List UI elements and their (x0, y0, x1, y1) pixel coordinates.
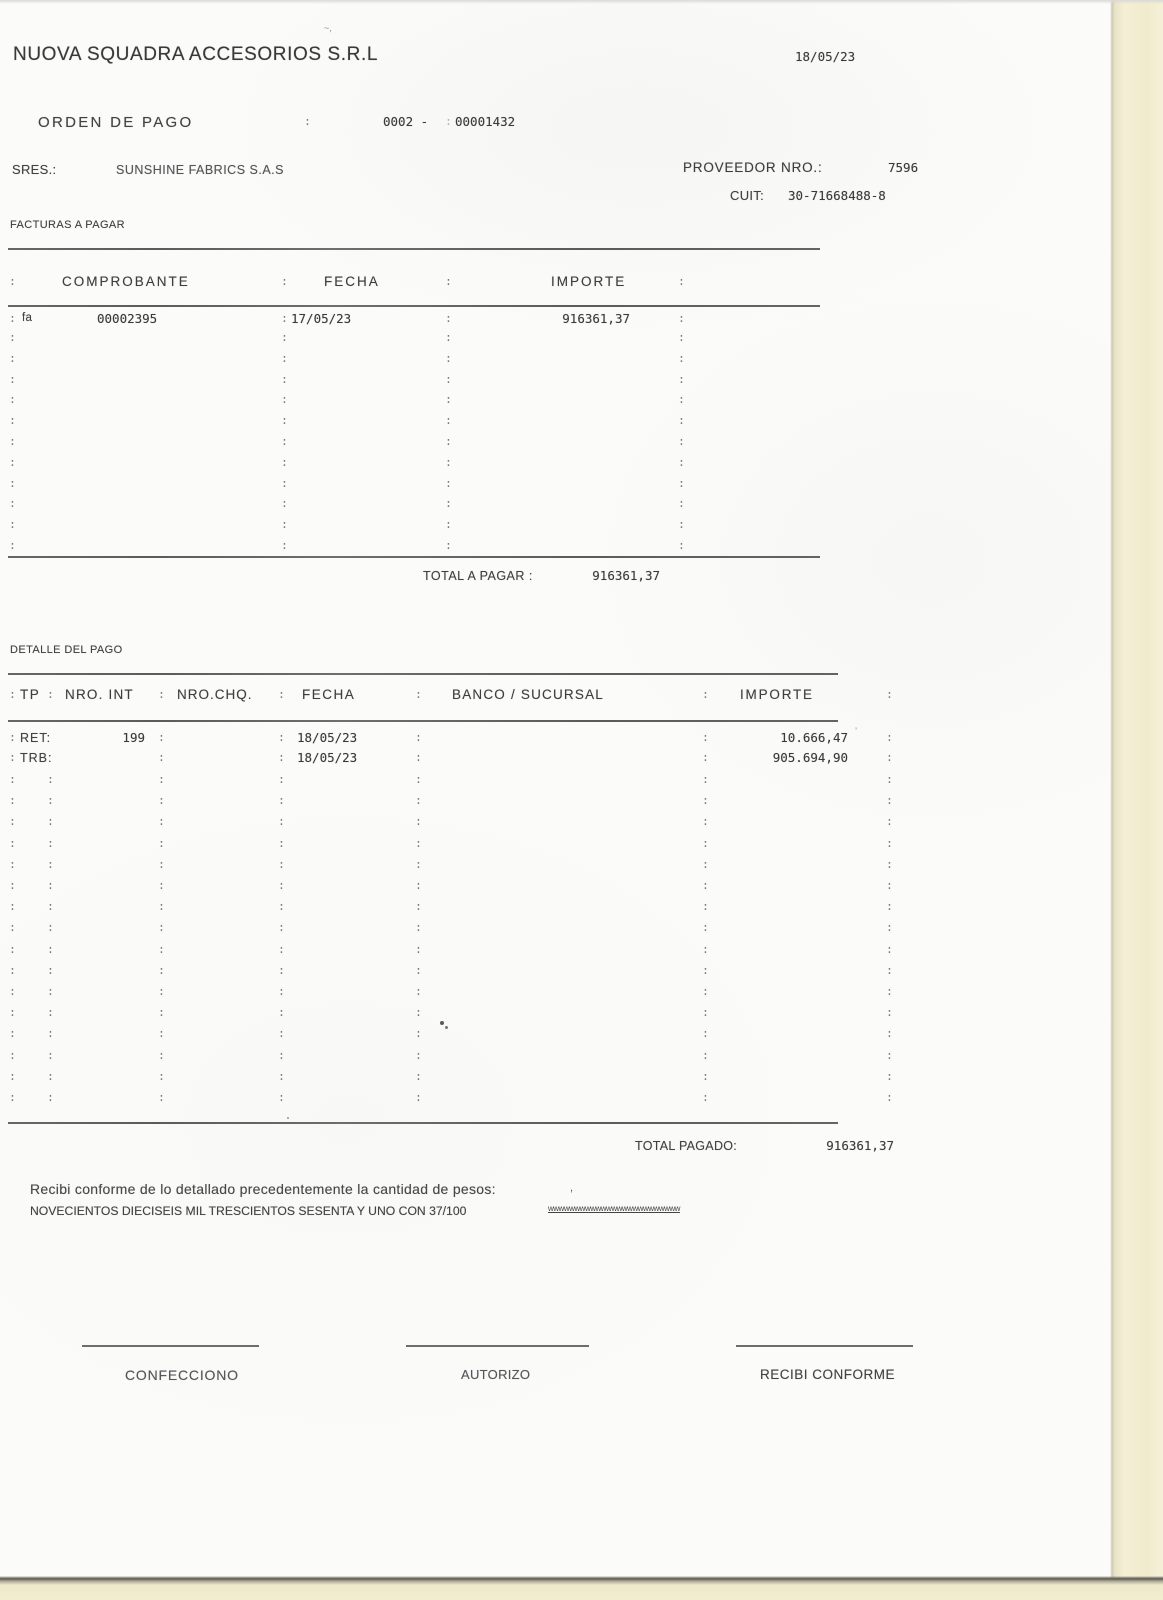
order-label: ORDEN DE PAGO (38, 114, 194, 131)
colon-separator: : (678, 454, 685, 469)
colon-separator: : (281, 311, 288, 325)
colon-separator: : (9, 920, 16, 935)
colon-separator: : (47, 793, 54, 808)
colon-separator: : (158, 772, 165, 786)
invoices-table-rule-bottom (8, 556, 820, 558)
colon-separator: : (9, 311, 16, 325)
scan-edge-top (0, 0, 1163, 4)
colon-separator: : (445, 371, 452, 386)
cuit-label: CUIT: (730, 188, 764, 203)
colon-separator: : (304, 114, 311, 128)
colon-separator: : (158, 1090, 165, 1104)
colon-separator: : (158, 962, 165, 977)
colon-separator: : (9, 1026, 16, 1041)
colon-separator: : (886, 1068, 893, 1083)
colon-separator: : (9, 371, 16, 386)
ink-speck: , (570, 1182, 574, 1194)
colon-separator: : (415, 941, 422, 956)
colon-separator: : (702, 730, 709, 744)
colon-separator: : (158, 1068, 165, 1083)
colon-separator: : (445, 330, 452, 344)
document-date: 18/05/23 (795, 49, 856, 64)
signature-label-confecciono: CONFECCIONO (125, 1367, 239, 1383)
colon-separator: : (9, 835, 16, 850)
order-number: 00001432 (455, 114, 516, 129)
colon-separator: : (281, 475, 288, 490)
colon-separator: : (9, 496, 16, 511)
colon-separator: : (281, 434, 288, 448)
payments-table-rule-header (8, 720, 838, 722)
colon-separator: : (9, 475, 16, 490)
colon-separator: : (9, 878, 16, 892)
colon-separator: : (702, 1005, 709, 1020)
scan-edge-right (1110, 0, 1163, 1600)
amount-filler-marks: wwwwwwwwwwwwwwwwwwwwwwwww (548, 1204, 680, 1213)
colon-separator: : (278, 1047, 285, 1062)
colon-separator: : (702, 878, 709, 892)
colon-separator: : (47, 772, 54, 786)
colon-separator: : (886, 1090, 893, 1104)
payment-row-fecha: 18/05/23 (297, 750, 358, 765)
column-header-importe-pago: IMPORTE (740, 687, 814, 702)
colon-separator: : (702, 899, 709, 914)
payments-total-label: TOTAL PAGADO: (635, 1139, 738, 1153)
colon-separator: : (9, 538, 16, 552)
colon-separator: : (9, 899, 16, 914)
colon-separator: : (445, 274, 452, 288)
colon-separator: : (415, 1090, 422, 1104)
colon-separator: : (702, 856, 709, 871)
colon-separator: : (415, 1047, 422, 1062)
colon-separator: : (278, 814, 285, 829)
colon-separator: : (9, 750, 16, 764)
colon-separator: : (445, 413, 452, 428)
colon-separator: : (278, 962, 285, 977)
colon-separator: : (281, 371, 288, 386)
colon-separator: : (415, 920, 422, 935)
colon-separator: : (158, 920, 165, 935)
payment-row-tp: TRB: (20, 751, 53, 765)
ink-speck (445, 1026, 448, 1029)
colon-separator: : (702, 687, 709, 701)
signature-line-autorizo (406, 1345, 589, 1347)
colon-separator: : (47, 962, 54, 977)
colon-separator: : (9, 517, 16, 532)
colon-separator: : (158, 899, 165, 914)
colon-separator: : (278, 878, 285, 892)
colon-separator: : (281, 517, 288, 532)
colon-separator: : (886, 962, 893, 977)
amount-in-words: NOVECIENTOS DIECISEIS MIL TRESCIENTOS SESENTA Y UNO CON 37/100 (30, 1204, 467, 1218)
payments-table-rule-bottom (8, 1122, 838, 1124)
payments-table-rule-top (8, 673, 838, 675)
colon-separator: : (678, 413, 685, 428)
colon-separator: : (278, 899, 285, 914)
colon-separator: : (281, 330, 288, 344)
payment-row-fecha: 18/05/23 (297, 730, 358, 745)
colon-separator: : (9, 1047, 16, 1062)
colon-separator: : (415, 750, 422, 764)
colon-separator: : (9, 413, 16, 428)
colon-separator: : (9, 984, 16, 998)
colon-separator: : (415, 1005, 422, 1020)
colon-separator: : (886, 984, 893, 998)
colon-separator: : (702, 793, 709, 808)
colon-separator: : (158, 984, 165, 998)
invoices-section-title: FACTURAS A PAGAR (10, 219, 126, 231)
colon-separator: : (278, 793, 285, 808)
colon-separator: : (702, 984, 709, 998)
colon-separator: : (415, 962, 422, 977)
colon-separator: : (702, 941, 709, 956)
colon-separator: : (9, 1005, 16, 1020)
colon-separator: : (9, 1090, 16, 1104)
colon-separator: : (47, 878, 54, 892)
colon-separator: : (9, 434, 16, 448)
column-header-importe: IMPORTE (551, 274, 627, 289)
colon-separator: : (9, 941, 16, 956)
provider-number: 7596 (888, 160, 919, 175)
colon-separator: : (278, 835, 285, 850)
colon-separator: : (9, 856, 16, 871)
colon-separator: : (281, 538, 288, 552)
signature-label-autorizo: AUTORIZO (461, 1367, 531, 1382)
colon-separator: : (47, 1047, 54, 1062)
payment-row-importe: 10.666,47 (780, 730, 848, 745)
invoice-row-importe: 916361,37 (562, 311, 630, 326)
colon-separator: : (415, 1068, 422, 1083)
payments-section-title: DETALLE DEL PAGO (10, 644, 123, 656)
scan-edge-bottom (0, 1576, 1163, 1600)
colon-separator: : (702, 1090, 709, 1104)
colon-separator: : (415, 793, 422, 808)
colon-separator: : (9, 392, 16, 407)
colon-separator: : (445, 434, 452, 448)
colon-separator: : (415, 772, 422, 786)
colon-separator: : (281, 274, 288, 288)
colon-separator: : (445, 350, 452, 365)
colon-separator: : (47, 1026, 54, 1041)
colon-separator: : (886, 835, 893, 850)
colon-separator: : (445, 538, 452, 552)
column-header-comprobante: COMPROBANTE (62, 274, 190, 289)
colon-separator: : (415, 878, 422, 892)
colon-separator: : (678, 517, 685, 532)
colon-separator: : (702, 1026, 709, 1041)
colon-separator: : (158, 1047, 165, 1062)
colon-separator: : (158, 941, 165, 956)
invoice-row-comprobante: 00002395 (97, 311, 158, 326)
colon-separator: : (886, 941, 893, 956)
colon-separator: : (9, 454, 16, 469)
ink-speck: ’ (855, 726, 857, 736)
colon-separator: : (281, 454, 288, 469)
provider-number-label: PROVEEDOR NRO.: (683, 160, 823, 175)
colon-separator: : (702, 962, 709, 977)
colon-separator: : (678, 434, 685, 448)
colon-separator: : (415, 899, 422, 914)
column-header-fecha: FECHA (324, 274, 380, 289)
colon-separator: : (158, 687, 165, 701)
colon-separator: : (702, 1068, 709, 1083)
colon-separator: : (278, 1005, 285, 1020)
colon-separator: : (47, 941, 54, 956)
colon-separator: : (678, 274, 685, 288)
colon-separator: : (445, 454, 452, 469)
signature-line-recibi-conforme (736, 1345, 913, 1347)
colon-separator: : (702, 835, 709, 850)
colon-separator: : (678, 350, 685, 365)
colon-separator: : (158, 835, 165, 850)
colon-separator: : (886, 920, 893, 935)
colon-separator: : (9, 962, 16, 977)
colon-separator: : (445, 496, 452, 511)
colon-separator: : (9, 350, 16, 365)
column-header-banco: BANCO / SUCURSAL (452, 687, 604, 702)
company-name: NUOVA SQUADRA ACCESORIOS S.R.L (13, 44, 379, 65)
colon-separator: : (445, 311, 452, 325)
colon-separator: : (678, 475, 685, 490)
invoice-row-type: fa (22, 312, 33, 324)
colon-separator: : (278, 772, 285, 786)
invoices-table-rule-top (8, 248, 820, 250)
colon-separator: : (702, 750, 709, 764)
colon-separator: : (278, 1090, 285, 1104)
colon-separator: : (886, 856, 893, 871)
colon-separator: : (47, 1090, 54, 1104)
colon-separator: : (702, 772, 709, 786)
colon-separator: : (415, 984, 422, 998)
colon-separator: : (415, 814, 422, 829)
colon-separator: : (9, 793, 16, 808)
colon-separator: : (47, 899, 54, 914)
ink-speck: ~, (324, 23, 332, 33)
colon-separator: : (9, 274, 16, 288)
colon-separator: : (415, 835, 422, 850)
colon-separator: : (445, 517, 452, 532)
signature-line-confecciono (82, 1345, 259, 1347)
colon-separator: : (886, 1047, 893, 1062)
colon-separator: : (886, 793, 893, 808)
colon-separator: : (415, 1026, 422, 1041)
colon-separator: : (158, 730, 165, 744)
column-header-nro-int: NRO. INT (65, 687, 134, 702)
colon-separator: : (678, 392, 685, 407)
colon-separator: : (47, 814, 54, 829)
colon-separator: : (678, 496, 685, 511)
colon-separator: : (281, 413, 288, 428)
colon-separator: : (47, 1005, 54, 1020)
colon-separator: : (281, 350, 288, 365)
colon-separator: : (47, 920, 54, 935)
colon-separator: : (47, 984, 54, 998)
payment-row-tp: RET: (20, 731, 52, 745)
colon-separator: : (278, 687, 285, 701)
colon-separator: : (278, 730, 285, 744)
colon-separator: : (278, 750, 285, 764)
colon-separator: : (9, 730, 16, 744)
colon-separator: : (886, 730, 893, 744)
colon-separator: : (678, 330, 685, 344)
colon-separator: : (278, 856, 285, 871)
signature-label-recibi-conforme: RECIBI CONFORME (760, 1367, 896, 1382)
colon-separator: : (9, 330, 16, 344)
colon-separator: : (886, 814, 893, 829)
invoices-total-label: TOTAL A PAGAR : (423, 569, 533, 583)
colon-separator: : (9, 814, 16, 829)
colon-separator: : (886, 1005, 893, 1020)
colon-separator: : (47, 1068, 54, 1083)
colon-separator: : (281, 496, 288, 511)
colon-separator: : (445, 392, 452, 407)
colon-separator: : (9, 687, 16, 701)
colon-separator: : (886, 687, 893, 701)
colon-separator: : (678, 371, 685, 386)
colon-separator: : (158, 750, 165, 764)
colon-separator: : (158, 1005, 165, 1020)
colon-separator: : (702, 920, 709, 935)
ink-speck (440, 1021, 444, 1025)
column-header-nro-chq: NRO.CHQ. (177, 687, 253, 702)
colon-separator: : (702, 1047, 709, 1062)
colon-separator: : (278, 941, 285, 956)
colon-separator: : (47, 835, 54, 850)
receipt-statement: Recibi conforme de lo detallado precedentemente la cantidad de pesos: (30, 1181, 496, 1197)
cuit-value: 30-71668488-8 (788, 188, 886, 203)
colon-separator: : (678, 311, 685, 325)
colon-separator: : (678, 538, 685, 552)
invoices-total-value: 916361,37 (592, 568, 660, 583)
colon-separator: : (415, 856, 422, 871)
colon-separator: : (158, 793, 165, 808)
colon-separator: : (278, 1026, 285, 1041)
payment-row-nro-int: 199 (122, 730, 145, 745)
invoice-row-fecha: 17/05/23 (291, 311, 352, 326)
colon-separator: : (47, 856, 54, 871)
colon-separator: : (47, 687, 54, 701)
colon-separator: : (158, 814, 165, 829)
column-header-tp: TP (20, 687, 41, 702)
colon-separator: : (415, 687, 422, 701)
colon-separator: : (9, 1068, 16, 1083)
colon-separator: : (886, 750, 893, 764)
colon-separator: : (415, 730, 422, 744)
order-series: 0002 - (383, 114, 429, 129)
colon-separator: : (445, 475, 452, 490)
colon-separator: : (886, 899, 893, 914)
colon-separator: : (886, 772, 893, 786)
payment-row-importe: 905.694,90 (772, 750, 848, 765)
supplier-name: SUNSHINE FABRICS S.A.S (116, 163, 284, 177)
colon-separator: : (886, 878, 893, 892)
colon-separator: : (886, 1026, 893, 1041)
colon-separator: : (278, 1068, 285, 1083)
colon-separator: : (9, 772, 16, 786)
invoices-table-rule-header (8, 305, 820, 307)
colon-separator: : (158, 856, 165, 871)
colon-separator: : (158, 878, 165, 892)
colon-separator: : (278, 920, 285, 935)
colon-separator: : (445, 114, 452, 128)
colon-separator: : (702, 814, 709, 829)
payments-total-value: 916361,37 (826, 1138, 894, 1153)
colon-separator: : (158, 1026, 165, 1041)
colon-separator: : (281, 392, 288, 407)
colon-separator: : (278, 984, 285, 998)
supplier-label: SRES.: (12, 162, 57, 177)
column-header-fecha-pago: FECHA (302, 687, 356, 702)
ink-speck (287, 1117, 289, 1119)
